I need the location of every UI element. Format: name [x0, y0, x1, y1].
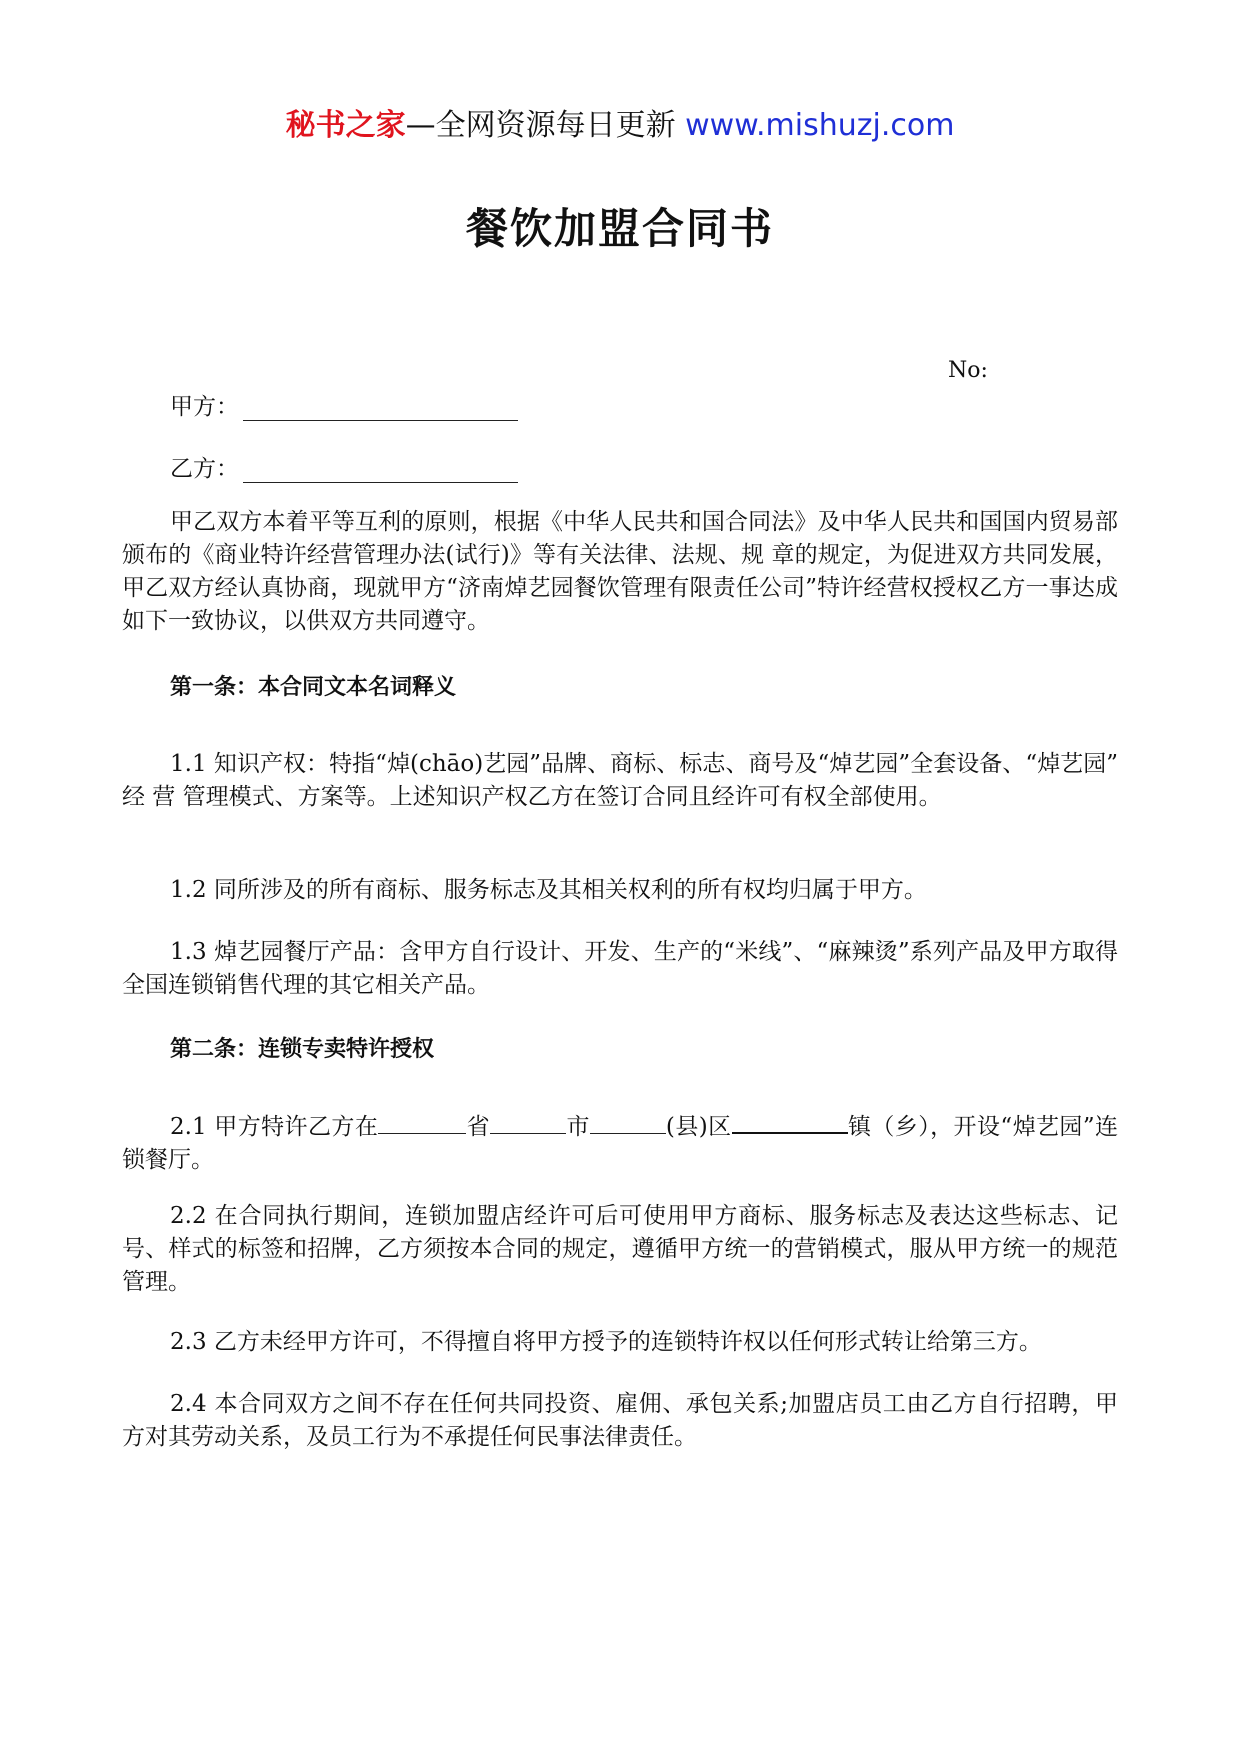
town-blank — [732, 1110, 848, 1134]
clause-2-2: 2.2 在合同执行期间，连锁加盟店经许可后可使用甲方商标、服务标志及表达这些标志、记号、样式的标签和招牌，乙方须按本合同的规定，遵循甲方统一的营销模式，服从甲方统一的规范管理。 — [122, 1203, 1118, 1295]
party-b-label: 乙方： — [170, 456, 239, 482]
clause-2-1 — [122, 1110, 1118, 1177]
party-b-field — [170, 450, 518, 483]
clause-1-1: 1.1 知识产权：特指“焯(chāo)艺园”品牌、商标、标志、商号及“焯艺园”全套设备、“焯艺园” 经 营 管理模式、方案等。上述知识产权乙方在签订合同且经许可有权全部使用。 — [122, 751, 1118, 810]
province-label: 省 — [466, 1114, 491, 1140]
article-2-heading: 第二条：连锁专卖特许授权 — [170, 1037, 435, 1062]
clause-1-3: 1.3 焯艺园餐厅产品：含甲方自行设计、开发、生产的“米线”、“麻辣烫”系列产品及甲方取得全国连锁销售代理的其它相关产品。 — [122, 939, 1118, 998]
document-title: 餐饮加盟合同书 — [465, 204, 774, 253]
town-label: 镇（乡），开设“焯艺园”连锁餐厅。 — [122, 1114, 1118, 1173]
contract-number-label: No: — [948, 358, 988, 383]
banner-slogan: —全网资源每日更新 — [405, 108, 676, 143]
clause-2-3: 2.3 乙方未经甲方许可，不得擅自将甲方授予的连锁特许权以任何形式转让给第三方。 — [170, 1329, 1042, 1355]
county-label: (县)区 — [665, 1114, 732, 1140]
clause-1-2: 1.2 同所涉及的所有商标、服务标志及其相关权利的所有权均归属于甲方。 — [170, 877, 927, 903]
city-label: 市 — [566, 1114, 590, 1140]
clause-2-1-prefix: 2.1 甲方特许乙方在 — [170, 1114, 379, 1140]
party-a-label: 甲方： — [170, 394, 239, 420]
city-blank — [490, 1111, 566, 1134]
clause-2-4: 2.4 本合同双方之间不存在任何共同投资、雇佣、承包关系;加盟店员工由乙方自行招聘，甲方对其劳动关系，及员工行为不承提任何民事法律责任。 — [122, 1391, 1118, 1450]
site-banner — [0, 100, 1240, 144]
intro-paragraph: 甲乙双方本着平等互利的原则，根据《中华人民共和国合同法》及中华人民共和国国内贸易部颁布的《商业特许经营管理办法(试行)》等有关法律、法规、规 章的规定，为促进双方共同发展，甲乙双方经认真协商，现就甲方“济南焯艺园餐饮管理有限责任公司”特许经营权授权乙方一事达成如下一致协议，以供双方共同遵守。 — [122, 509, 1118, 634]
banner-url[interactable]: www.mishuzj.com — [685, 108, 955, 143]
party-b-blank — [243, 456, 518, 483]
party-a-blank — [243, 394, 518, 421]
banner-brand: 秘书之家 — [285, 108, 406, 143]
article-1-heading: 第一条：本合同文本名词释义 — [170, 675, 457, 700]
province-blank — [378, 1111, 466, 1134]
party-a-field — [170, 388, 518, 421]
county-blank — [590, 1111, 666, 1134]
